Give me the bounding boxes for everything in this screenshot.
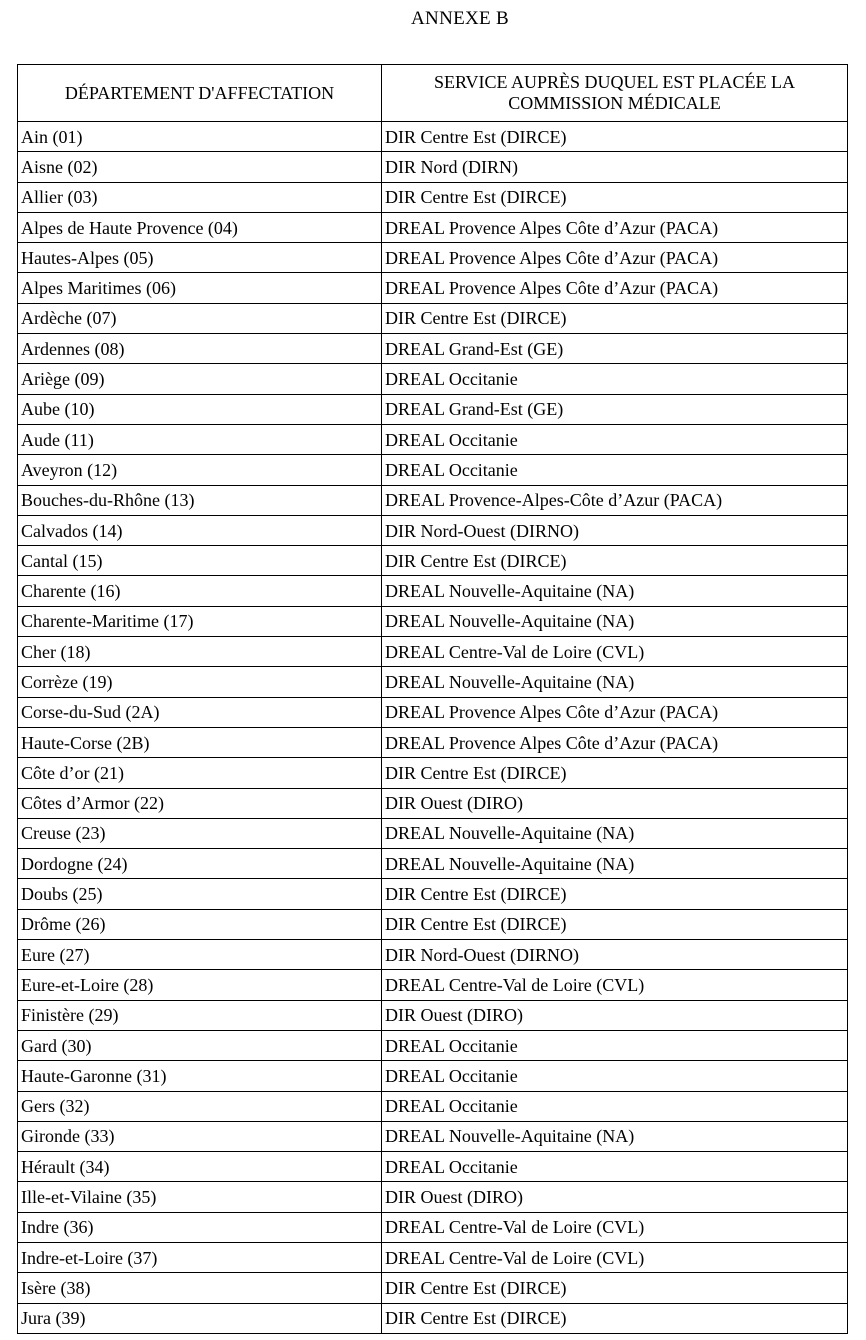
service-cell: DREAL Centre-Val de Loire (CVL) xyxy=(382,1212,848,1242)
table-row xyxy=(18,1273,848,1303)
table-row xyxy=(18,1000,848,1030)
service-cell: DREAL Provence Alpes Côte d’Azur (PACA) xyxy=(382,273,848,303)
department-cell: Aude (11) xyxy=(18,424,382,454)
table-row xyxy=(18,1182,848,1212)
table-row xyxy=(18,424,848,454)
department-cell: Dordogne (24) xyxy=(18,849,382,879)
department-cell: Creuse (23) xyxy=(18,818,382,848)
annex-table xyxy=(17,64,848,1334)
service-cell: DREAL Nouvelle-Aquitaine (NA) xyxy=(382,667,848,697)
service-cell: DREAL Nouvelle-Aquitaine (NA) xyxy=(382,1121,848,1151)
table-row xyxy=(18,364,848,394)
department-cell: Gers (32) xyxy=(18,1091,382,1121)
table-row xyxy=(18,394,848,424)
table-row xyxy=(18,1152,848,1182)
table-row xyxy=(18,1212,848,1242)
service-cell: DREAL Provence Alpes Côte d’Azur (PACA) xyxy=(382,697,848,727)
service-cell: DREAL Occitanie xyxy=(382,1152,848,1182)
table-row xyxy=(18,152,848,182)
department-cell: Eure (27) xyxy=(18,940,382,970)
service-cell: DREAL Centre-Val de Loire (CVL) xyxy=(382,970,848,1000)
column-header-department: DÉPARTEMENT D'AFFECTATION xyxy=(18,65,382,122)
department-cell: Hérault (34) xyxy=(18,1152,382,1182)
service-cell: DREAL Nouvelle-Aquitaine (NA) xyxy=(382,818,848,848)
department-cell: Cher (18) xyxy=(18,637,382,667)
table-row xyxy=(18,727,848,757)
table-row xyxy=(18,788,848,818)
service-cell: DIR Nord-Ouest (DIRNO) xyxy=(382,940,848,970)
department-cell: Gironde (33) xyxy=(18,1121,382,1151)
service-cell: DREAL Grand-Est (GE) xyxy=(382,394,848,424)
service-cell: DREAL Nouvelle-Aquitaine (NA) xyxy=(382,849,848,879)
service-cell: DREAL Centre-Val de Loire (CVL) xyxy=(382,637,848,667)
service-cell: DIR Nord-Ouest (DIRNO) xyxy=(382,515,848,545)
table-row xyxy=(18,940,848,970)
department-cell: Côtes d’Armor (22) xyxy=(18,788,382,818)
department-cell: Doubs (25) xyxy=(18,879,382,909)
table-row xyxy=(18,849,848,879)
table-row xyxy=(18,697,848,727)
department-cell: Ain (01) xyxy=(18,122,382,152)
table-header-row xyxy=(18,65,848,122)
department-cell: Alpes Maritimes (06) xyxy=(18,273,382,303)
table-row xyxy=(18,546,848,576)
department-cell: Ille-et-Vilaine (35) xyxy=(18,1182,382,1212)
department-cell: Corse-du-Sud (2A) xyxy=(18,697,382,727)
service-cell: DIR Centre Est (DIRCE) xyxy=(382,1273,848,1303)
table-row xyxy=(18,1242,848,1272)
department-cell: Gard (30) xyxy=(18,1030,382,1060)
table-row xyxy=(18,909,848,939)
department-cell: Charente-Maritime (17) xyxy=(18,606,382,636)
table-row xyxy=(18,515,848,545)
department-cell: Allier (03) xyxy=(18,182,382,212)
table-row xyxy=(18,818,848,848)
service-cell: DREAL Occitanie xyxy=(382,1030,848,1060)
service-cell: DREAL Occitanie xyxy=(382,1091,848,1121)
service-cell: DIR Ouest (DIRO) xyxy=(382,788,848,818)
service-cell: DREAL Grand-Est (GE) xyxy=(382,334,848,364)
table-row xyxy=(18,303,848,333)
table-body xyxy=(18,122,848,1334)
service-cell: DREAL Occitanie xyxy=(382,424,848,454)
department-cell: Charente (16) xyxy=(18,576,382,606)
service-cell: DREAL Nouvelle-Aquitaine (NA) xyxy=(382,606,848,636)
table-row xyxy=(18,606,848,636)
service-cell: DIR Centre Est (DIRCE) xyxy=(382,182,848,212)
service-cell: DIR Centre Est (DIRCE) xyxy=(382,122,848,152)
service-cell: DREAL Occitanie xyxy=(382,364,848,394)
service-cell: DIR Ouest (DIRO) xyxy=(382,1182,848,1212)
service-cell: DIR Centre Est (DIRCE) xyxy=(382,303,848,333)
table-row xyxy=(18,485,848,515)
service-cell: DREAL Provence Alpes Côte d’Azur (PACA) xyxy=(382,243,848,273)
department-cell: Ardèche (07) xyxy=(18,303,382,333)
table-row xyxy=(18,576,848,606)
department-cell: Côte d’or (21) xyxy=(18,758,382,788)
department-cell: Aveyron (12) xyxy=(18,455,382,485)
department-cell: Isère (38) xyxy=(18,1273,382,1303)
table-row xyxy=(18,637,848,667)
service-cell: DREAL Provence Alpes Côte d’Azur (PACA) xyxy=(382,212,848,242)
service-cell: DREAL Nouvelle-Aquitaine (NA) xyxy=(382,576,848,606)
table-row xyxy=(18,1030,848,1060)
service-cell: DIR Centre Est (DIRCE) xyxy=(382,879,848,909)
table-row xyxy=(18,122,848,152)
service-cell: DREAL Provence Alpes Côte d’Azur (PACA) xyxy=(382,727,848,757)
table-row xyxy=(18,1303,848,1333)
table-row xyxy=(18,1061,848,1091)
department-cell: Calvados (14) xyxy=(18,515,382,545)
department-cell: Eure-et-Loire (28) xyxy=(18,970,382,1000)
page-title: ANNEXE B xyxy=(411,8,509,29)
service-cell: DIR Centre Est (DIRCE) xyxy=(382,758,848,788)
table-row xyxy=(18,455,848,485)
service-cell: DIR Ouest (DIRO) xyxy=(382,1000,848,1030)
department-cell: Haute-Corse (2B) xyxy=(18,727,382,757)
service-cell: DIR Nord (DIRN) xyxy=(382,152,848,182)
service-cell: DIR Centre Est (DIRCE) xyxy=(382,546,848,576)
table-row xyxy=(18,182,848,212)
table-row xyxy=(18,273,848,303)
department-cell: Indre-et-Loire (37) xyxy=(18,1242,382,1272)
table-row xyxy=(18,1121,848,1151)
department-cell: Finistère (29) xyxy=(18,1000,382,1030)
table-row xyxy=(18,758,848,788)
service-cell: DIR Centre Est (DIRCE) xyxy=(382,1303,848,1333)
department-cell: Aisne (02) xyxy=(18,152,382,182)
service-cell: DIR Centre Est (DIRCE) xyxy=(382,909,848,939)
table-row xyxy=(18,212,848,242)
service-cell: DREAL Provence-Alpes-Côte d’Azur (PACA) xyxy=(382,485,848,515)
department-cell: Aube (10) xyxy=(18,394,382,424)
table-row xyxy=(18,243,848,273)
department-cell: Haute-Garonne (31) xyxy=(18,1061,382,1091)
department-cell: Ariège (09) xyxy=(18,364,382,394)
table-row xyxy=(18,334,848,364)
department-cell: Hautes-Alpes (05) xyxy=(18,243,382,273)
table-row xyxy=(18,667,848,697)
department-cell: Alpes de Haute Provence (04) xyxy=(18,212,382,242)
department-cell: Indre (36) xyxy=(18,1212,382,1242)
service-cell: DREAL Occitanie xyxy=(382,455,848,485)
service-cell: DREAL Occitanie xyxy=(382,1061,848,1091)
department-cell: Bouches-du-Rhône (13) xyxy=(18,485,382,515)
table-row xyxy=(18,879,848,909)
table-row xyxy=(18,970,848,1000)
column-header-service: SERVICE AUPRÈS DUQUEL EST PLACÉE LA COMMISSION MÉDICALE xyxy=(382,65,848,122)
table-row xyxy=(18,1091,848,1121)
department-cell: Drôme (26) xyxy=(18,909,382,939)
department-cell: Ardennes (08) xyxy=(18,334,382,364)
table-header xyxy=(18,65,848,122)
department-cell: Jura (39) xyxy=(18,1303,382,1333)
service-cell: DREAL Centre-Val de Loire (CVL) xyxy=(382,1242,848,1272)
department-cell: Corrèze (19) xyxy=(18,667,382,697)
department-cell: Cantal (15) xyxy=(18,546,382,576)
